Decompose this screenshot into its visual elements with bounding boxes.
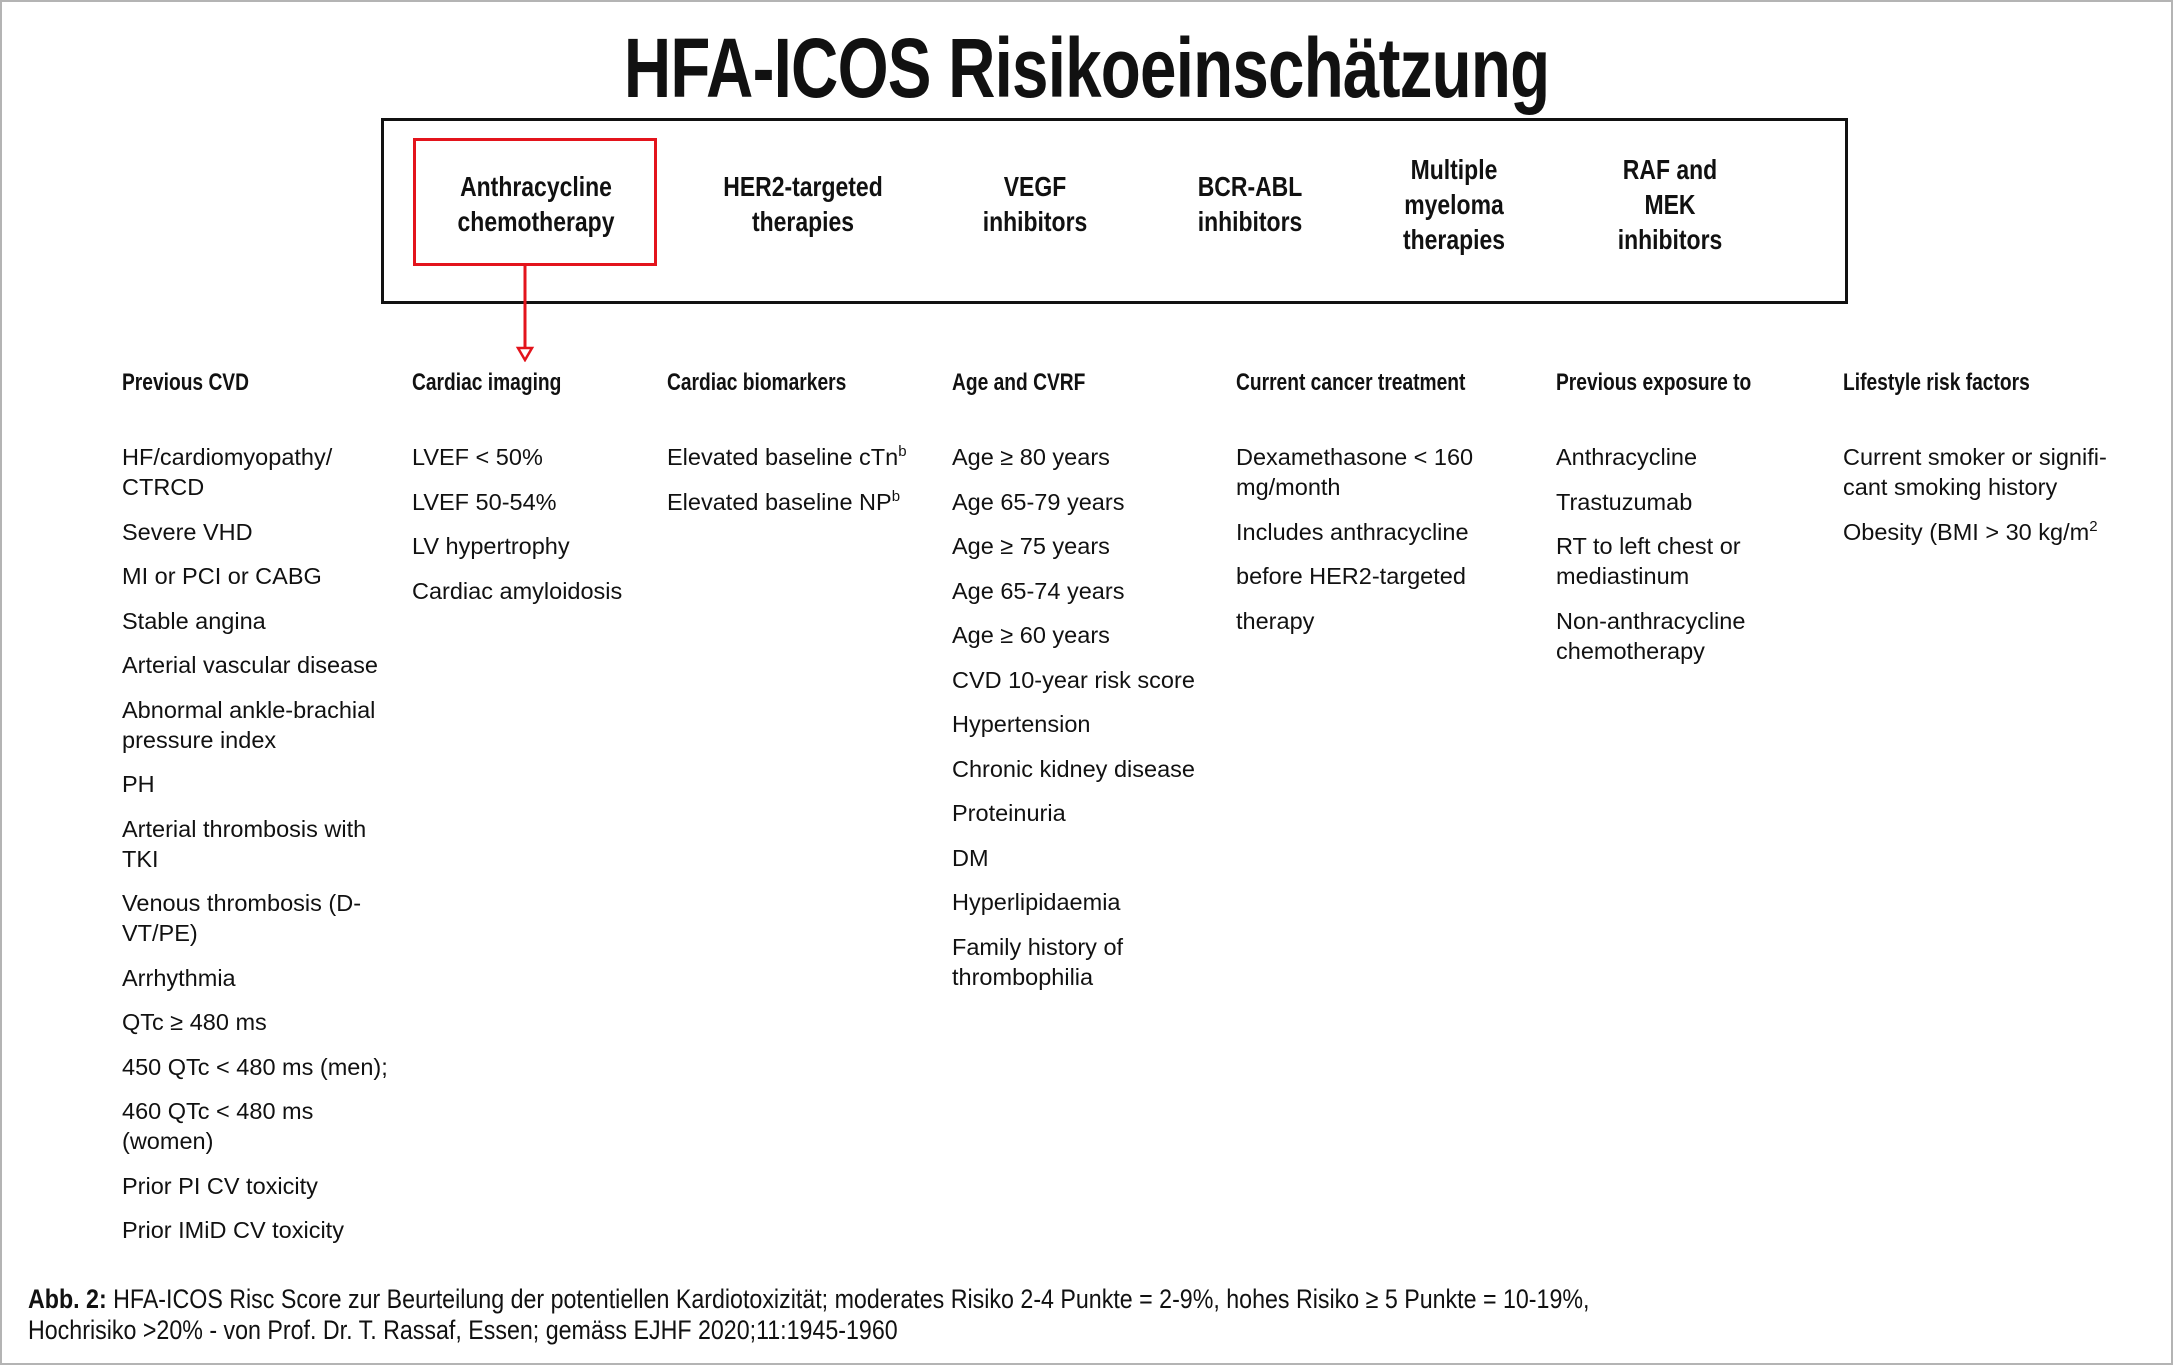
therapy-label-line: inhibitors (982, 206, 1088, 237)
risk-factor-item (952, 754, 1195, 784)
risk-factor-text: Hyperlipidaemia (952, 889, 1121, 915)
therapy-label-line: MEK (1644, 188, 1696, 220)
risk-factor-item (122, 442, 388, 502)
risk-factor-text: CTRCD (122, 474, 205, 500)
risk-factor-item (952, 442, 1195, 472)
column-heading: Cardiac imaging (412, 369, 562, 396)
risk-factor-text: Elevated baseline cTn$^b$ (667, 443, 907, 470)
risk-factor-item (122, 606, 388, 636)
column-heading: Lifestyle risk factors (1843, 369, 2030, 396)
risk-factor-list (667, 442, 907, 517)
risk-factor-text: Non-anthracycline (1556, 607, 1746, 634)
risk-factor-text: Obesity (BMI > 30 $kg/m^2$ (1843, 517, 2098, 545)
risk-factor-item (122, 650, 388, 680)
risk-factor-text: Age ≥ 60 years (952, 622, 1110, 648)
risk-factor-item (667, 487, 907, 517)
risk-factor-item (122, 1215, 388, 1245)
risk-factor-item (667, 442, 907, 472)
risk-factor-text: Chronic kidney disease (952, 755, 1195, 782)
column-heading: Age and CVRF (952, 369, 1086, 396)
column-lifestyle-risk-factors (1843, 366, 2107, 561)
risk-factor-text: Arterial thrombosis with (122, 815, 367, 842)
risk-factor-text: DM (952, 844, 989, 871)
caption-line-1 (28, 1284, 2006, 1315)
risk-factor-item (122, 695, 388, 755)
footnote-marker: b (891, 487, 901, 505)
risk-factor-text: Age ≥ 75 years (952, 533, 1110, 559)
risk-factor-text: pressure index (122, 726, 277, 753)
therapy-label-line: therapies (1402, 223, 1506, 255)
risk-factor-text: mg/month (1236, 474, 1341, 500)
therapy-label-line: VEGF (1003, 171, 1067, 202)
risk-factor-text: MI or PCI or CABG (122, 563, 322, 589)
risk-factor-text: before HER2-targeted (1236, 563, 1466, 589)
therapy-label-line: therapies (751, 206, 855, 237)
risk-factor-text: Severe VHD (122, 518, 253, 545)
risk-factor-text: 460 QTc < 480 ms (122, 1098, 314, 1124)
risk-factor-list (952, 442, 1195, 992)
risk-factor-text: Dexamethasone < 160 (1236, 444, 1474, 470)
risk-factor-text: Trastuzumab (1556, 488, 1693, 515)
risk-factor-text: Prior PI CV toxicity (122, 1172, 318, 1199)
risk-factor-item (1556, 606, 1800, 666)
risk-factor-item (1556, 442, 1800, 472)
risk-factor-text: Arterial vascular disease (122, 652, 378, 678)
risk-factor-item (952, 843, 1195, 873)
risk-factor-text: Age 65-74 years (952, 577, 1125, 604)
risk-factor-item (122, 1171, 388, 1201)
column-previous-exposure-to (1556, 366, 1800, 680)
risk-factor-item (412, 576, 622, 606)
risk-factor-text: chemotherapy (1556, 637, 1705, 664)
risk-factor-item (122, 517, 388, 547)
risk-factor-item (1236, 561, 1523, 591)
arrow-down-icon (513, 266, 537, 362)
therapy-label-line: chemotherapy (457, 206, 615, 237)
therapy-item-multiple-myeloma-therapies[interactable] (1331, 152, 1577, 257)
risk-factor-item (952, 798, 1195, 828)
risk-factor-text: PH (122, 771, 155, 797)
risk-factor-text: LVEF < 50% (412, 444, 543, 470)
therapy-label-line: BCR-ABL (1197, 171, 1303, 202)
risk-factor-item (952, 620, 1195, 650)
risk-factor-text: RT to left chest or (1556, 533, 1741, 559)
risk-factor-item (412, 442, 622, 472)
therapy-label-line: HER2-targeted (723, 171, 883, 202)
risk-factor-text: Stable angina (122, 607, 266, 634)
risk-factor-text: Hypertension (952, 711, 1091, 737)
footnote-marker: 2 (2089, 517, 2098, 535)
risk-factor-text: Abnormal ankle-brachial (122, 696, 376, 723)
page-title: HFA-ICOS Risikoeinschätzung (623, 21, 1550, 115)
risk-factor-text: LVEF 50-54% (412, 488, 557, 515)
risk-factor-item (122, 1096, 388, 1156)
risk-factor-item (122, 963, 388, 993)
risk-factor-list (1843, 442, 2107, 547)
column-current-cancer-treatment (1236, 366, 1523, 650)
caption-text-1: HFA-ICOS Risc Score zur Beurteilung der potentiellen Kardiotoxizität; moderates Risiko 2-4 Punkte = 2-9%, hohes Risiko ≥ 5 Punkte = 10-19%, (106, 1284, 1590, 1314)
risk-factor-text: thrombophilia (952, 963, 1094, 990)
risk-factor-text: therapy (1236, 607, 1315, 634)
column-heading: Previous CVD (122, 369, 249, 396)
column-cardiac-biomarkers (667, 366, 907, 531)
risk-factor-item (952, 487, 1195, 517)
column-age-and-cvrf (952, 366, 1195, 1006)
caption-line-2: Hochrisiko >20% - von Prof. Dr. T. Rassaf, Essen; gemäss EJHF 2020;11:1945-1960 (28, 1315, 898, 1345)
therapy-label-line: inhibitors (1197, 206, 1303, 237)
column-heading: Previous exposure to (1556, 369, 1752, 396)
risk-factor-text: Age 65-79 years (952, 488, 1125, 515)
risk-factor-item (1236, 517, 1523, 547)
risk-factor-text: Current smoker or signifi- (1843, 444, 2107, 470)
risk-factor-text: Cardiac amyloidosis (412, 577, 623, 604)
risk-factor-list (1556, 442, 1800, 666)
caption-label: Abb. 2: (28, 1284, 107, 1314)
therapy-label-line: Anthracycline (460, 171, 612, 202)
column-heading: Cardiac biomarkers (667, 369, 847, 396)
risk-factor-item (412, 531, 622, 561)
column-cardiac-imaging (412, 366, 622, 620)
therapy-label-line: inhibitors (1617, 223, 1723, 255)
column-previous-cvd (122, 366, 388, 1260)
risk-factor-text: 450 QTc < 480 ms (men); (122, 1053, 388, 1080)
risk-factor-text: QTc ≥ 480 ms (122, 1009, 267, 1035)
risk-factor-text: Includes anthracycline (1236, 518, 1469, 545)
risk-factor-item (122, 888, 388, 948)
risk-factor-text: Anthracycline (1556, 444, 1698, 470)
risk-factor-list (1236, 442, 1523, 636)
risk-factor-text: Arrhythmia (122, 964, 236, 991)
risk-factor-item (952, 932, 1195, 992)
therapy-item-her2-targeted-therapies[interactable] (680, 169, 926, 239)
risk-factor-text: TKI (122, 845, 159, 872)
risk-factor-text: Age ≥ 80 years (952, 444, 1110, 470)
footnote-marker: b (898, 443, 907, 460)
therapy-label-line: myeloma (1404, 188, 1504, 220)
risk-factor-item (1843, 442, 2107, 502)
risk-factor-item (1556, 531, 1800, 591)
risk-factor-text: VT/PE) (122, 920, 198, 946)
risk-factor-item (1556, 487, 1800, 517)
risk-factor-text: cant smoking history (1843, 474, 2058, 500)
risk-factor-item (952, 887, 1195, 917)
risk-factor-item (122, 561, 388, 591)
risk-factor-item (1236, 442, 1523, 502)
therapy-item-anthracycline-chemotherapy[interactable] (413, 169, 659, 239)
risk-factor-item (122, 1007, 388, 1037)
risk-factor-item (122, 814, 388, 874)
column-heading: Current cancer treatment (1236, 369, 1466, 396)
risk-factor-item (952, 531, 1195, 561)
risk-factor-item (952, 709, 1195, 739)
risk-factor-text: CVD 10-year risk score (952, 666, 1195, 693)
risk-factor-text: Proteinuria (952, 800, 1066, 826)
risk-factor-list (412, 442, 622, 606)
risk-factor-item (952, 665, 1195, 695)
risk-factor-text: Family history of (952, 933, 1124, 960)
risk-factor-item (122, 769, 388, 799)
risk-factor-item (952, 576, 1195, 606)
risk-factor-item (1236, 606, 1523, 636)
therapy-label-line: Multiple (1410, 153, 1498, 185)
risk-factor-list (122, 442, 388, 1245)
risk-factor-text: Venous thrombosis (D- (122, 890, 362, 916)
risk-factor-item (122, 1052, 388, 1082)
figure-caption (28, 1284, 2006, 1346)
risk-factor-item (1843, 517, 2107, 547)
risk-factor-text: LV hypertrophy (412, 533, 570, 559)
risk-factor-text: (women) (122, 1128, 214, 1154)
risk-factor-text: mediastinum (1556, 563, 1690, 589)
risk-factor-text: Prior IMiD CV toxicity (122, 1217, 344, 1243)
therapy-label-line: RAF and (1622, 153, 1718, 185)
risk-factor-item (412, 487, 622, 517)
risk-factor-text: Elevated baseline $NP^b$ (667, 487, 901, 515)
therapy-item-raf-and-mek-inhibitors[interactable] (1547, 152, 1793, 257)
therapy-item-vegf-inhibitors[interactable] (912, 169, 1158, 239)
risk-factor-text: HF/cardiomyopathy/ (122, 444, 333, 470)
